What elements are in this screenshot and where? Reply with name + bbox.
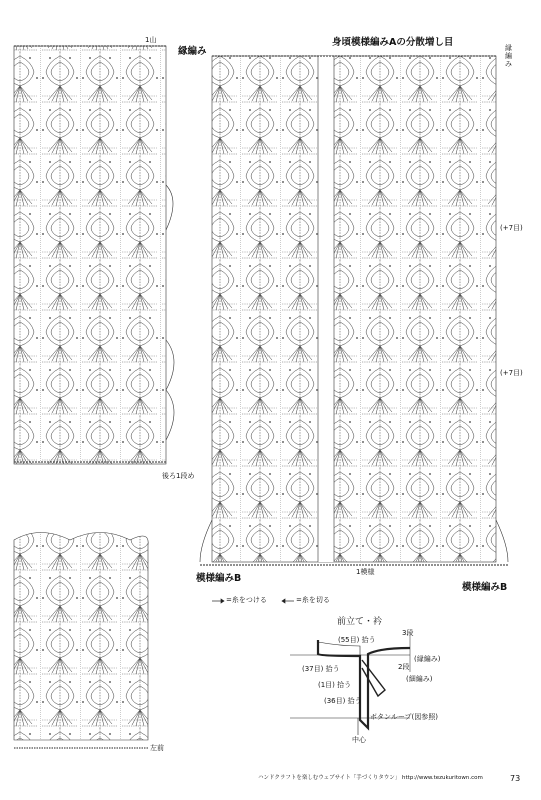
increase-label-1: (+7目) — [500, 224, 523, 232]
center-bottom-center-label: 1模様 — [356, 568, 375, 576]
center-bottom-right-label: 模様編みB — [462, 582, 508, 593]
inset-label-36: (36目) 拾う — [324, 697, 362, 705]
increase-label-2: (+7目) — [500, 369, 523, 377]
left-chart-panel — [14, 46, 174, 464]
footer-text: ハンドクラフトを楽しむウェブサイト「手づくりタウン」 http://www.tezukuritown.com — [258, 775, 483, 781]
inset-center: 中心 — [352, 736, 366, 744]
legend-cut-label: =糸を切る — [296, 596, 330, 604]
inset-fine-knit: (細編み) — [406, 675, 433, 683]
left-bottom-label: 後ろ1段め — [162, 472, 195, 480]
inset-rows-2: 2段 — [398, 663, 410, 671]
center-title: 身頃模様編みAの分散増し目 — [332, 37, 454, 48]
bottom-left-chart-panel — [14, 533, 148, 749]
inset-button-loop: ボタンループ(図参照) — [370, 713, 438, 721]
center-chart-panel — [200, 56, 508, 565]
inset-rows-3: 3段 — [402, 629, 414, 637]
inset-label-1: (1目) 拾う — [318, 681, 352, 689]
center-right-top-label: 縁編み — [505, 44, 512, 68]
inset-edge-knit: (縁編み) — [414, 655, 441, 663]
left-top-label: 1山 — [145, 36, 157, 44]
inset-label-55: (55目) 拾う — [338, 636, 376, 644]
inset-title: 前立て・衿 — [337, 617, 383, 627]
left-edge-label: 縁編み — [178, 46, 207, 57]
center-bottom-left-label: 模様編みB — [196, 573, 242, 584]
page-number: 73 — [510, 774, 521, 783]
inset-label-37: (37目) 拾う — [302, 665, 340, 673]
bottom-left-label: 左前 — [150, 744, 164, 752]
legend-attach-label: =糸をつける — [226, 596, 267, 604]
